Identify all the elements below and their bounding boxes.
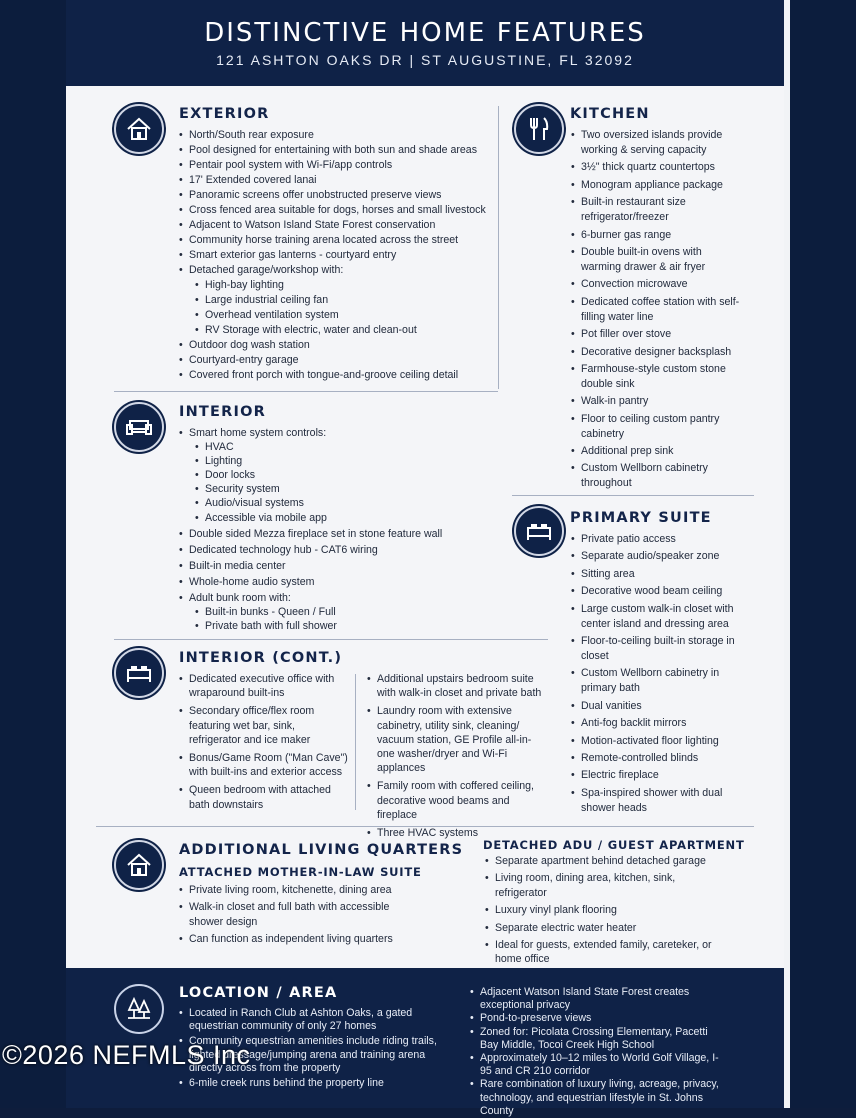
additional-list [179, 883, 419, 950]
list-item: • 6-burner gas range [571, 228, 741, 243]
list-item: • Two oversized islands provide working & serving capacity [571, 128, 741, 158]
list-item: • Anti-fog backlit mirrors [571, 716, 746, 731]
list-item: • Adult bunk room with: [179, 591, 499, 605]
list-item: • Adjacent to Watson Island State Forest conservation [179, 218, 499, 233]
sofa-icon [114, 402, 164, 452]
list-item: • Can function as independent living quarters [179, 932, 419, 946]
divider [512, 495, 754, 496]
trees-icon [114, 984, 164, 1034]
list-item: • Decorative wood beam ceiling [571, 584, 746, 599]
list-item: • Electric fireplace [571, 768, 746, 783]
list-item: • Located in Ranch Club at Ashton Oaks, a gated equestrian community of only 27 homes [179, 1007, 439, 1033]
list-item: • Private living room, kitchenette, dining area [179, 883, 419, 897]
list-item: • Additional prep sink [571, 444, 741, 459]
list-item: • Community equestrian amenities include riding trails, lighted dressage/jumping arena and training arena directly across from the property [179, 1035, 439, 1075]
property-address: 121 ASHTON OAKS DR | ST AUGUSTINE, FL 32092 [216, 52, 634, 68]
list-item: • Family room with coffered ceiling, decorative wood beams and fireplace [367, 779, 547, 822]
bed-icon [114, 648, 164, 698]
list-item: • Custom Wellborn cabinetry throughout [571, 461, 741, 491]
right-edge-line [784, 0, 790, 1108]
list-item: • Remote-controlled blinds [571, 751, 746, 766]
primary-suite-list [571, 532, 746, 818]
list-item: • Zoned for: Picolata Crossing Elementary, Pacetti Bay Middle, Tocoi Creek High School [470, 1026, 720, 1052]
list-item: • 3½" thick quartz countertops [571, 160, 741, 175]
list-item: • Three HVAC systems [367, 826, 547, 840]
list-item: • Rare combination of luxury living, acreage, privacy, technology, and equestrian lifestyle in St. Johns County [470, 1078, 720, 1118]
list-item: • Decorative designer backsplash [571, 345, 741, 360]
divider [96, 826, 754, 827]
location-list-right [470, 986, 720, 1118]
interior-cont-list-left [179, 672, 349, 816]
header-banner [66, 0, 784, 86]
interior-list [179, 426, 499, 633]
house-icon [114, 104, 164, 154]
list-item: • Pond-to-preserve views [470, 1012, 720, 1025]
list-item: • Separate apartment behind detached garage [485, 854, 725, 868]
list-item: • Large custom walk-in closet with center island and dressing area [571, 602, 746, 632]
list-item: • Large industrial ceiling fan [179, 293, 499, 308]
divider [114, 391, 498, 392]
list-item: • Separate audio/speaker zone [571, 549, 746, 564]
interior-heading: INTERIOR [179, 404, 266, 420]
list-item: • 6-mile creek runs behind the property line [179, 1077, 439, 1090]
list-item: • Panoramic screens offer unobstructed preserve views [179, 188, 499, 203]
list-item: • Floor-to-ceiling built-in storage in closet [571, 634, 746, 664]
kitchen-heading: KITCHEN [570, 106, 650, 122]
divider [114, 639, 548, 640]
list-item: • Accessible via mobile app [179, 511, 499, 525]
list-item: • Luxury vinyl plank flooring [485, 903, 725, 917]
list-item: • Dedicated executive office with wraparound built-ins [179, 672, 349, 700]
list-item: • Pentair pool system with Wi-Fi/app controls [179, 158, 499, 173]
list-item: • Smart exterior gas lanterns - courtyard entry [179, 248, 499, 263]
list-item: • Security system [179, 482, 499, 496]
divider [355, 674, 356, 810]
exterior-heading: EXTERIOR [179, 106, 270, 122]
list-item: • Door locks [179, 468, 499, 482]
list-item: • Custom Wellborn cabinetry in primary bath [571, 666, 746, 696]
list-item: • Additional upstairs bedroom suite with walk-in closet and private bath [367, 672, 547, 700]
list-item: • 17' Extended covered lanai [179, 173, 499, 188]
location-heading: LOCATION / AREA [179, 985, 338, 1001]
list-item: • Spa-inspired shower with dual shower heads [571, 786, 746, 816]
list-item: • Whole-home audio system [179, 575, 499, 589]
exterior-list [179, 128, 499, 383]
list-item: • Detached garage/workshop with: [179, 263, 499, 278]
left-border [0, 0, 66, 1108]
house-icon [114, 840, 164, 890]
interior-cont-list-right [367, 672, 547, 844]
list-item: • Private patio access [571, 532, 746, 547]
list-item: • RV Storage with electric, water and clean-out [179, 323, 499, 338]
additional-subheading: ATTACHED MOTHER-IN-LAW SUITE [179, 865, 422, 879]
list-item: • Farmhouse-style custom stone double sink [571, 362, 741, 392]
list-item: • Floor to ceiling custom pantry cabinetry [571, 412, 741, 442]
list-item: • HVAC [179, 440, 499, 454]
adu-heading: DETACHED ADU / GUEST APARTMENT [483, 838, 745, 852]
right-border [790, 0, 856, 1108]
list-item: • Audio/visual systems [179, 496, 499, 510]
list-item: • Ideal for guests, extended family, careteker, or home office [485, 938, 725, 967]
list-item: • Lighting [179, 454, 499, 468]
list-item: • Living room, dining area, kitchen, sink, refrigerator [485, 871, 725, 900]
list-item: • Overhead ventilation system [179, 308, 499, 323]
adu-list [485, 854, 725, 970]
copyright-watermark: ©2026 NEFMLS Inc [2, 1040, 251, 1070]
list-item: • Outdoor dog wash station [179, 338, 499, 353]
list-item: • Convection microwave [571, 277, 741, 292]
list-item: • Cross fenced area suitable for dogs, horses and small livestock [179, 203, 499, 218]
list-item: • Secondary office/flex room featuring wet bar, sink, refrigerator and ice maker [179, 704, 349, 747]
list-item: • Walk-in closet and full bath with accessible shower design [179, 900, 419, 929]
list-item: • North/South rear exposure [179, 128, 499, 143]
list-item: • Bonus/Game Room ("Man Cave") with built-ins and exterior access [179, 751, 349, 779]
list-item: • Double built-in ovens with warming drawer & air fryer [571, 245, 741, 275]
list-item: • Walk-in pantry [571, 394, 741, 409]
list-item: • Built-in restaurant size refrigerator/freezer [571, 195, 741, 225]
list-item: • Double sided Mezza fireplace set in stone feature wall [179, 527, 499, 541]
list-item: • Separate electric water heater [485, 921, 725, 935]
list-item: • Courtyard-entry garage [179, 353, 499, 368]
bed-icon [514, 506, 564, 556]
list-item: • Monogram appliance package [571, 178, 741, 193]
location-section [66, 968, 784, 1117]
page-title: DISTINCTIVE HOME FEATURES [204, 18, 646, 48]
list-item: • Sitting area [571, 567, 746, 582]
additional-heading: ADDITIONAL LIVING QUARTERS [179, 842, 464, 858]
list-item: • Smart home system controls: [179, 426, 499, 440]
list-item: • Built-in media center [179, 559, 499, 573]
list-item: • Private bath with full shower [179, 619, 499, 633]
list-item: • Built-in bunks - Queen / Full [179, 605, 499, 619]
list-item: • Motion-activated floor lighting [571, 734, 746, 749]
list-item: • Dedicated technology hub - CAT6 wiring [179, 543, 499, 557]
divider [498, 106, 499, 389]
primary-suite-heading: PRIMARY SUITE [570, 510, 712, 526]
list-item: • Dual vanities [571, 699, 746, 714]
list-item: • Dedicated coffee station with self-filling water line [571, 295, 741, 325]
list-item: • Community horse training arena located across the street [179, 233, 499, 248]
list-item: • Pot filler over stove [571, 327, 741, 342]
list-item: • Adjacent Watson Island State Forest creates exceptional privacy [470, 986, 720, 1012]
list-item: • Covered front porch with tongue-and-groove ceiling detail [179, 368, 499, 383]
interior-cont-heading: INTERIOR (CONT.) [179, 650, 343, 666]
kitchen-list [571, 128, 741, 494]
list-item: • Approximately 10–12 miles to World Golf Village, I-95 and CR 210 corridor [470, 1052, 720, 1078]
list-item: • Pool designed for entertaining with both sun and shade areas [179, 143, 499, 158]
features-sheet [66, 86, 784, 968]
fork-knife-icon [514, 104, 564, 154]
list-item: • High-bay lighting [179, 278, 499, 293]
list-item: • Queen bedroom with attached bath downstairs [179, 783, 349, 811]
list-item: • Laundry room with extensive cabinetry, utility sink, cleaning/ vacuum station, GE Profile all-in-one washer/dryer and Wi-Fi applances [367, 704, 547, 775]
